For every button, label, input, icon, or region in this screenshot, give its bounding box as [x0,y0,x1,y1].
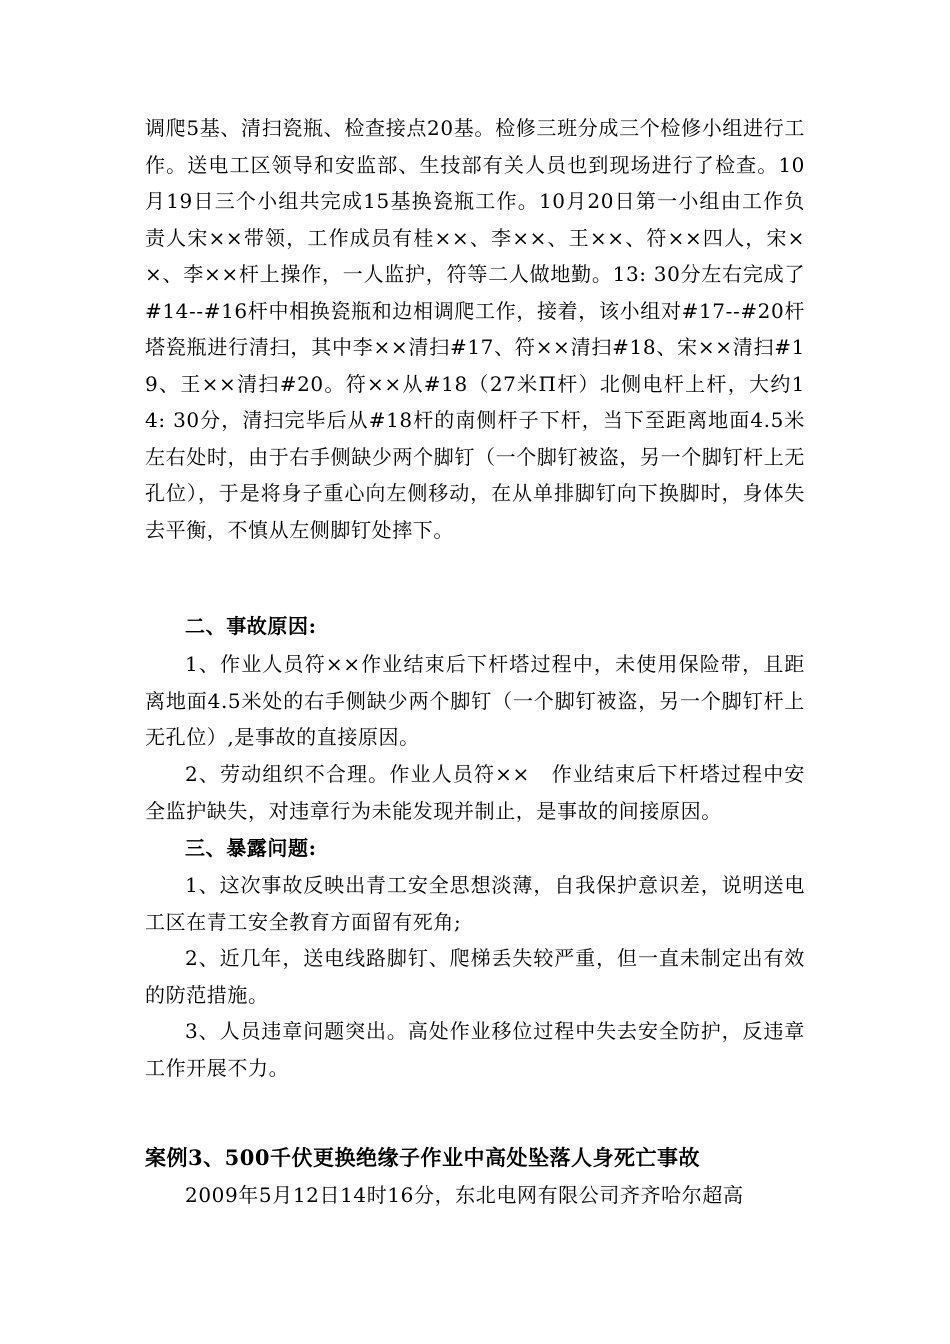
problem-item-2: 2、近几年，送电线路脚钉、爬梯丢失较严重，但一直未制定出有效的防范措施。 [145,946,805,1007]
section-heading-exposed-problems: 三、暴露问题: [185,836,317,860]
section-heading-accident-causes: 二、事故原因: [185,614,317,638]
case-3-intro: 2009年5月12日14时16分，东北电网有限公司齐齐哈尔超高 [185,1183,744,1207]
problem-item-1: 1、这次事故反映出青工安全思想淡薄，自我保护意识差，说明送电工区在青工安全教育方面留有死角; [145,873,805,934]
accident-narrative-paragraph: 调爬5基、清扫瓷瓶、检查接点20基。检修三班分成三个检修小组进行工作。送电工区领导和安监部、生技部有关人员也到现场进行了检查。10月19日三个小组共完成15基换瓷瓶工作。10月20日第一小组由工作负责人宋××带领，工作成员有桂××、李××、王××、符××四人，宋××、李××杆上操作，一人监护，符等二人做地勤。13: 30分左右完成了#14--#16杆中相换瓷瓶和边相调爬工作，接着，该小组对#17--#20杆塔瓷瓶进行清扫，其中李××清扫#17、符××清扫#18、宋××清扫#19、王××清扫#20。符××从#18（27米Π杆）北侧电杆上杆，大约14: 30分，清扫完毕后从#18杆的南侧杆子下杆，当下至距离地面4.5米左右处时，由于右手侧缺少两个脚钉（一个脚钉被盗，另一个脚钉杆上无孔位），于是将身子重心向左侧移动，在从单排脚钉向下换脚时，身体失去平衡，不慎从左侧脚钉处摔下。 [145,116,805,542]
cause-item-2: 2、劳动组织不合理。作业人员符×× 作业结束后下杆塔过程中安全监护缺失，对违章行为未能发现并制止，是事故的间接原因。 [145,762,805,823]
cause-item-1: 1、作业人员符××作业结束后下杆塔过程中，未使用保险带，且距离地面4.5米处的右手侧缺少两个脚钉（一个脚钉被盗，另一个脚钉杆上无孔位）,是事故的直接原因。 [145,652,805,749]
problem-item-3: 3、人员违章问题突出。高处作业移位过程中失去安全防护，反违章工作开展不力。 [145,1019,805,1080]
case-3-title: 案例3、500千伏更换绝缘子作业中高处坠落人身死亡事故 [145,1145,700,1170]
